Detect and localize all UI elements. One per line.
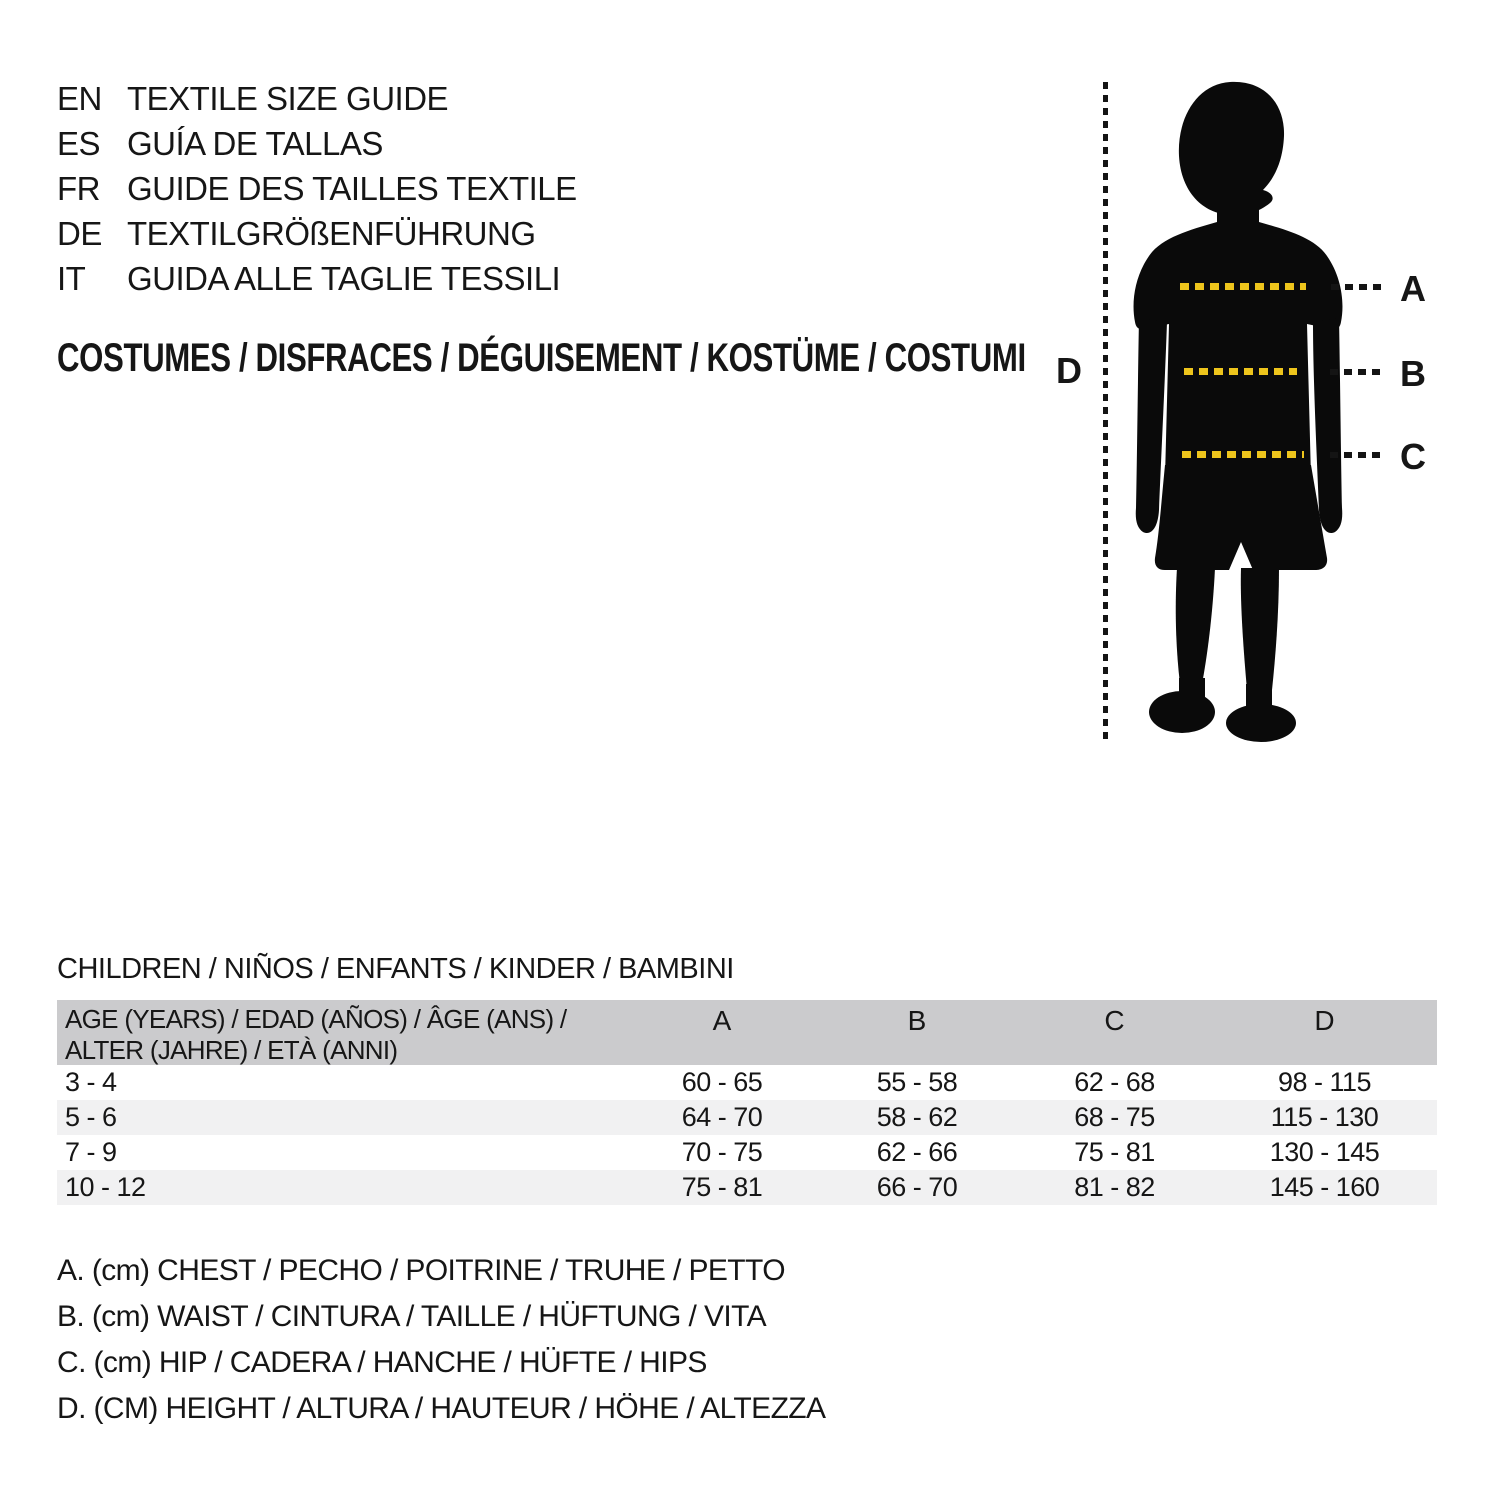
language-row-fr <box>57 166 577 211</box>
chest-cell: 64 - 70 <box>681 1102 763 1132</box>
measure-label-d: D <box>1056 350 1082 391</box>
column-header-c: C <box>1104 1005 1125 1036</box>
table-header-row <box>57 1000 1437 1065</box>
hip-cell: 62 - 68 <box>1074 1067 1155 1097</box>
age-header-line2: ALTER (JAHRE) / ETÀ (ANNI) <box>65 1035 398 1065</box>
waist-cell: 62 - 66 <box>876 1137 958 1167</box>
measurement-legend <box>57 1248 825 1432</box>
height-dashed-line <box>1103 82 1108 742</box>
language-list <box>57 76 577 301</box>
silhouette-shorts <box>1155 465 1327 570</box>
chest-dashed-line <box>1180 283 1306 290</box>
silhouette-right-leg <box>1241 568 1279 690</box>
table-row <box>57 1100 1437 1135</box>
legend-chest: A. (cm) CHEST / PECHO / POITRINE / TRUHE / PETTO <box>57 1254 785 1287</box>
chest-connector-line <box>1331 284 1383 290</box>
silhouette-left-shoe <box>1149 691 1215 733</box>
category-title: COSTUMES / DISFRACES / DÉGUISEMENT / KOSTÜME / COSTUMI <box>57 336 1026 380</box>
language-label: TEXTILGRÖßENFÜHRUNG <box>127 214 536 252</box>
table-row <box>57 1065 1437 1100</box>
waist-dashed-line <box>1184 368 1297 375</box>
hip-cell: 68 - 75 <box>1074 1102 1155 1132</box>
measure-label-a: A <box>1400 268 1426 309</box>
language-label: GUIDA ALLE TAGLIE TESSILI <box>127 259 561 297</box>
language-code: DE <box>57 214 102 252</box>
height-cell: 115 - 130 <box>1270 1102 1379 1132</box>
chest-cell: 75 - 81 <box>681 1172 763 1202</box>
column-header-d: D <box>1314 1005 1335 1036</box>
hip-connector-line <box>1330 452 1385 458</box>
waist-cell: 55 - 58 <box>876 1067 958 1097</box>
age-header-line1: AGE (YEARS) / EDAD (AÑOS) / ÂGE (ANS) / <box>65 1004 567 1034</box>
language-row-it <box>57 256 577 301</box>
table-row <box>57 1170 1437 1205</box>
chest-cell: 70 - 75 <box>681 1137 763 1167</box>
language-label: TEXTILE SIZE GUIDE <box>127 79 449 117</box>
column-header-b: B <box>907 1005 927 1036</box>
measure-label-b: B <box>1400 353 1426 394</box>
legend-hip: C. (cm) HIP / CADERA / HANCHE / HÜFTE / HIPS <box>57 1346 707 1379</box>
language-code: ES <box>57 124 101 162</box>
hip-cell: 81 - 82 <box>1074 1172 1155 1202</box>
table-row <box>57 1135 1437 1170</box>
child-silhouette <box>1125 80 1355 742</box>
size-table <box>57 1000 1437 1205</box>
age-column-header <box>57 1000 627 1066</box>
language-code: EN <box>57 79 102 117</box>
height-cell: 130 - 145 <box>1269 1137 1380 1167</box>
silhouette-right-shoe <box>1226 704 1296 742</box>
legend-waist: B. (cm) WAIST / CINTURA / TAILLE / HÜFTUNG / VITA <box>57 1300 766 1333</box>
height-cell: 98 - 115 <box>1277 1067 1372 1097</box>
column-header-a: A <box>712 1005 732 1036</box>
measure-label-c: C <box>1400 436 1426 477</box>
silhouette-right-arm <box>1313 318 1342 533</box>
language-label: GUÍA DE TALLAS <box>127 124 383 162</box>
hip-cell: 75 - 81 <box>1074 1137 1155 1167</box>
silhouette-head <box>1179 82 1284 215</box>
waist-cell: 58 - 62 <box>876 1102 958 1132</box>
table-title: CHILDREN / NIÑOS / ENFANTS / KINDER / BAMBINI <box>57 953 734 985</box>
age-cell: 3 - 4 <box>65 1067 117 1097</box>
language-row-es <box>57 121 577 166</box>
age-cell: 5 - 6 <box>65 1102 117 1132</box>
chest-cell: 60 - 65 <box>681 1067 763 1097</box>
height-cell: 145 - 160 <box>1269 1172 1380 1202</box>
waist-connector-line <box>1330 369 1385 375</box>
language-row-en <box>57 76 577 121</box>
legend-height: D. (CM) HEIGHT / ALTURA / HAUTEUR / HÖHE / ALTEZZA <box>57 1392 826 1425</box>
language-code: IT <box>57 259 86 297</box>
age-cell: 10 - 12 <box>65 1172 146 1202</box>
language-row-de <box>57 211 577 256</box>
hip-dashed-line <box>1182 451 1304 458</box>
language-label: GUIDE DES TAILLES TEXTILE <box>127 169 577 207</box>
age-cell: 7 - 9 <box>65 1137 117 1167</box>
waist-cell: 66 - 70 <box>876 1172 958 1202</box>
silhouette-left-leg <box>1176 568 1215 684</box>
language-code: FR <box>57 169 100 207</box>
